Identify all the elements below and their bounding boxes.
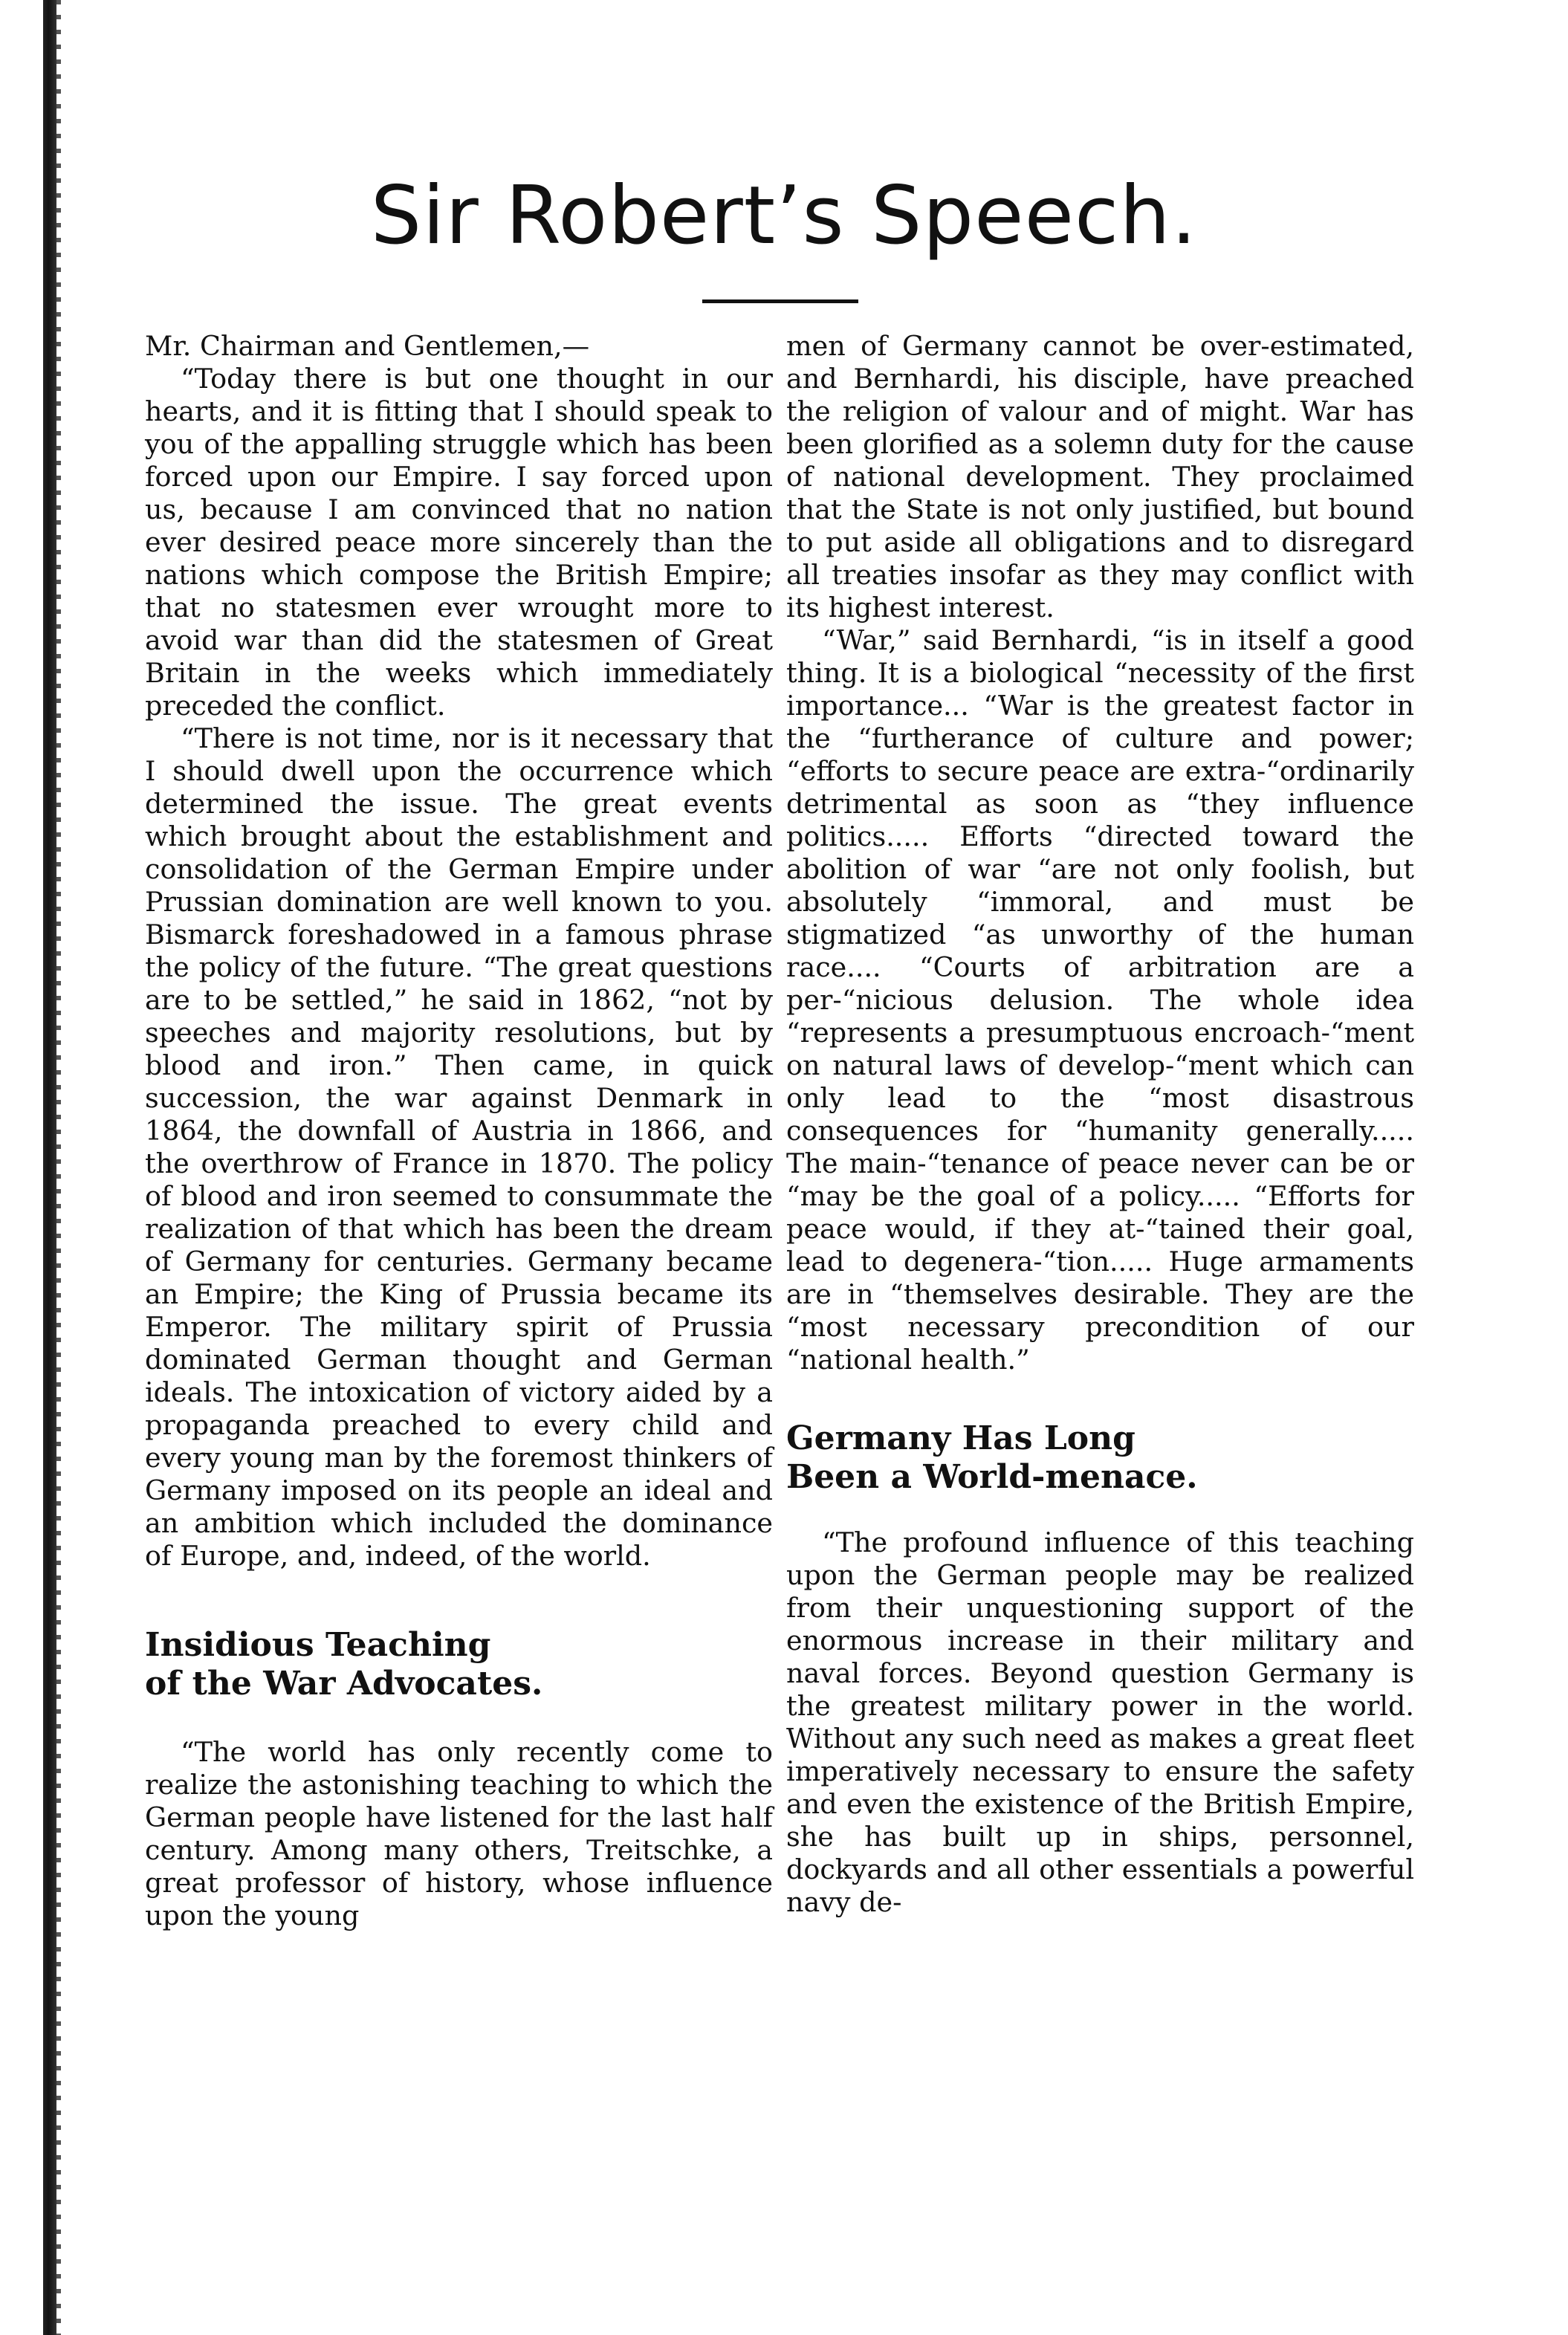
left-paragraph-2: “There is not time, nor is it necessary that I should dwell upon the occurrence which determined the issue. The great events which brought about the establishment and consolidation of the German Empire under Prussian domination are well known to you. Bismarck foreshadowed in a famous phrase the policy of the future. “The great questions are to be settled,” he said in 1862, “not by speeches and majority resolutions, but by blood and iron.” Then came, in quick succession, the war against Denmark in 1864, the downfall of Austria in 1866, and the overthrow of France in 1870. The policy of blood and iron seemed to consummate the realization of that which has been the dream of Germany for centuries. Germany became an Empire; the King of Prussia became its Emperor. The military spirit of Prussia dominated German thought and German ideals. The intoxication of victory aided by a propaganda preached to every child and every young man by the foremost thinkers of Germany imposed on its people an ideal and an ambition which included the dominance of Europe, and, indeed, of the world. (145, 722, 773, 1572)
salutation: Mr. Chairman and Gentlemen,— (145, 330, 590, 362)
section-heading-line-1: Germany Has Long (786, 1419, 1135, 1457)
left-column (145, 330, 773, 1932)
binding-edge (43, 0, 56, 2335)
right-column (786, 330, 1414, 1919)
right-paragraph-2-quotation: “War,” said Bernhardi, “is in itself a good thing. It is a biological “necessity of the first importance... “War is the greatest factor in the “furtherance of culture and power; “efforts to secure peace are extra-“ordinarily detrimental as soon as “they influence politics..... Efforts “directed toward the abolition of war “are not only foolish, but absolutely “immoral, and must be stigmatized “as unworthy of the human race.... “Courts of arbitration are a per-“nicious delusion. The whole idea “represents a presumptuous encroach-“ment on natural laws of develop-“ment which can only lead to the “most disastrous consequences for “humanity generally..... The main-“tenance of peace never can be or “may be the goal of a policy..... “Efforts for peace would, if they at-“tained their goal, lead to degenera-“tion..... Huge armaments are in “themselves desirable. They are the “most necessary precondition of our “national health.” (786, 624, 1414, 1376)
left-paragraph-1: “Today there is but one thought in our hearts, and it is fitting that I should speak to you of the appalling struggle which has been forced upon our Empire. I say forced upon us, because I am convinced that no nation ever desired peace more sincerely than the nations which compose the British Empire; that no statesmen ever wrought more to avoid war than did the statesmen of Great Britain in the weeks which immediately preceded the conflict. (145, 363, 773, 722)
section-heading-world-menace (786, 1419, 1414, 1497)
page-title: Sir Robert’s Speech. (370, 169, 1198, 262)
section-heading-line-1: Insidious Teaching (145, 1626, 491, 1664)
title-rule (702, 299, 858, 303)
section-heading-insidious-teaching (145, 1626, 773, 1703)
section-heading-line-2: Been a World-menace. (786, 1458, 1198, 1496)
right-paragraph-3: “The profound influence of this teaching upon the German people may be realized from their unquestioning support of the enormous increase in their military and naval forces. Beyond question Germany is the greatest military power in the world. Without any such need as makes a great fleet imperatively necessary to ensure the safety and even the existence of the British Empire, she has built up in ships, personnel, dockyards and all other essentials a powerful navy de- (786, 1526, 1414, 1918)
left-paragraph-3: “The world has only recently come to realize the astonishing teaching to which the German people have listened for the last half century. Among many others, Treitschke, a great professor of history, whose influence upon the young (145, 1736, 773, 1931)
right-paragraph-1: men of Germany cannot be over-estimated, and Bernhardi, his disciple, have preached the religion of valour and of might. War has been glorified as a solemn duty for the cause of national development. They proclaimed that the State is not only justified, but bound to put aside all obligations and to disregard all treaties insofar as they may conflict with its highest interest. (786, 330, 1414, 624)
section-heading-line-2: of the War Advocates. (145, 1665, 543, 1703)
